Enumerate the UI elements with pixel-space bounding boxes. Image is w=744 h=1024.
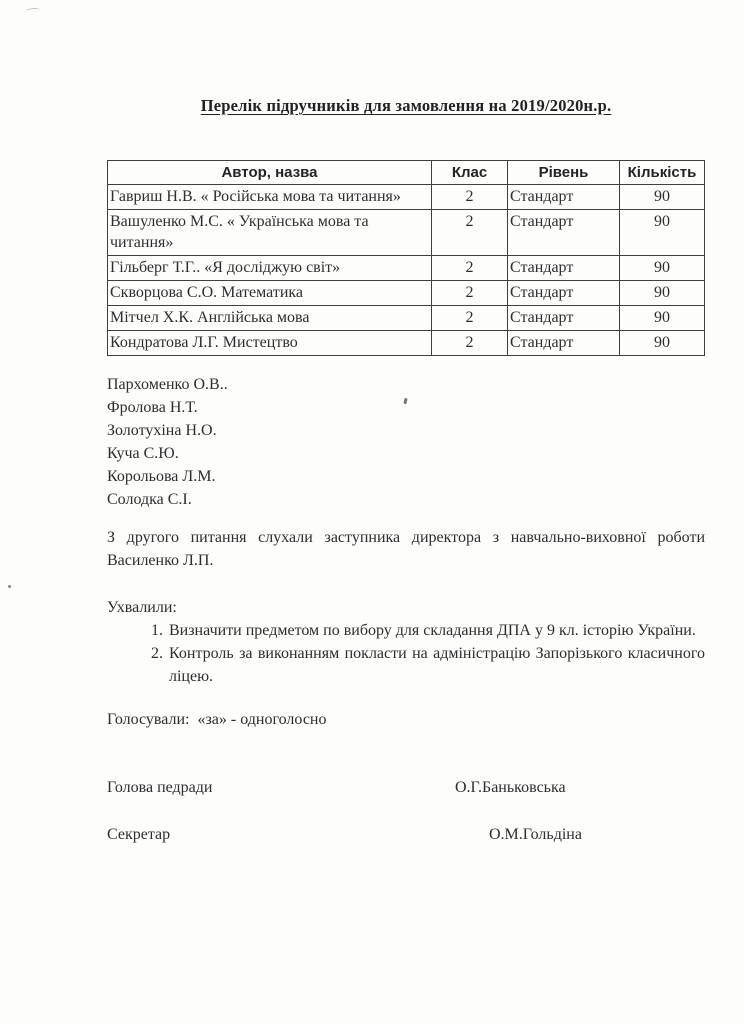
cell-quantity: 90 (620, 281, 705, 306)
cell-quantity: 90 (620, 185, 705, 210)
attendee-name: Золотухіна Н.О. (107, 422, 217, 439)
scan-artifact-corner (26, 7, 41, 14)
resolution-list (107, 619, 705, 688)
document-title (107, 94, 705, 117)
cell-author: Мітчел Х.К. Англійська мова (108, 306, 432, 331)
cell-quantity: 90 (620, 331, 705, 356)
cell-level: Стандарт (508, 185, 620, 210)
column-header-author: Автор, назва (108, 161, 432, 185)
attendees-list (107, 373, 705, 511)
signature-row-chair (107, 776, 705, 799)
cell-level: Стандарт (508, 281, 620, 306)
cell-level: Стандарт (508, 306, 620, 331)
column-header-level: Рівень (508, 161, 620, 185)
signature-name-secretary: О.М.Гольдіна (489, 826, 582, 843)
cell-grade: 2 (432, 256, 508, 281)
cell-level: Стандарт (508, 210, 620, 256)
resolution-item: 1. Визначити предметом по вибору для складання ДПА у 9 кл. історію України. (167, 619, 705, 642)
column-header-grade: Клас (432, 161, 508, 185)
cell-author: Кондратова Л.Г. Мистецтво (108, 331, 432, 356)
cell-grade: 2 (432, 306, 508, 331)
table-row (108, 306, 705, 331)
table-row (108, 256, 705, 281)
cell-author: Гавриш Н.В. « Російська мова та читання» (108, 185, 432, 210)
resolution-heading: Ухвалили: (107, 599, 177, 616)
document-content (0, 94, 744, 846)
cell-level: Стандарт (508, 331, 620, 356)
attendee-name: Куча С.Ю. (107, 445, 179, 462)
table-row (108, 281, 705, 306)
cell-quantity: 90 (620, 210, 705, 256)
cell-grade: 2 (432, 210, 508, 256)
cell-author: Гільберг Т.Г.. «Я досліджую світ» (108, 256, 432, 281)
signature-name-chair: О.Г.Баньковська (455, 779, 566, 796)
resolution-item: 2. Контроль за виконанням покласти на адміністрацію Запорізького класичного ліцею. (167, 642, 705, 688)
column-header-quantity: Кількість (620, 161, 705, 185)
cell-grade: 2 (432, 331, 508, 356)
table-row (108, 331, 705, 356)
cell-level: Стандарт (508, 256, 620, 281)
cell-author: Вашуленко М.С. « Українська мова та читання» (108, 210, 432, 256)
cell-grade: 2 (432, 185, 508, 210)
cell-quantity: 90 (620, 256, 705, 281)
textbook-table-body (108, 185, 705, 356)
second-question-paragraph: З другого питання слухали заступника директора з навчально-виховної роботи Василенко Л.П. (107, 529, 705, 569)
table-header-row (108, 161, 705, 185)
attendee-name: Солодка С.І. (107, 491, 192, 508)
attendee-name: Корольова Л.М. (107, 468, 216, 485)
table-row (108, 210, 705, 256)
attendee-name: Пархоменко О.В.. (107, 376, 228, 393)
signature-role-secretary: Секретар (107, 826, 171, 843)
table-row (108, 185, 705, 210)
signature-role-chair: Голова педради (107, 779, 213, 796)
signature-row-secretary (107, 823, 705, 846)
textbook-order-table (107, 160, 705, 356)
cell-quantity: 90 (620, 306, 705, 331)
cell-grade: 2 (432, 281, 508, 306)
cell-author: Скворцова С.О. Математика (108, 281, 432, 306)
attendee-name: Фролова Н.Т. (107, 399, 198, 416)
voting-result: Голосували: «за» - одноголосно (107, 711, 327, 728)
document-title-text: Перелік підручників для замовлення на 2019/2020н.р. (200, 96, 612, 115)
